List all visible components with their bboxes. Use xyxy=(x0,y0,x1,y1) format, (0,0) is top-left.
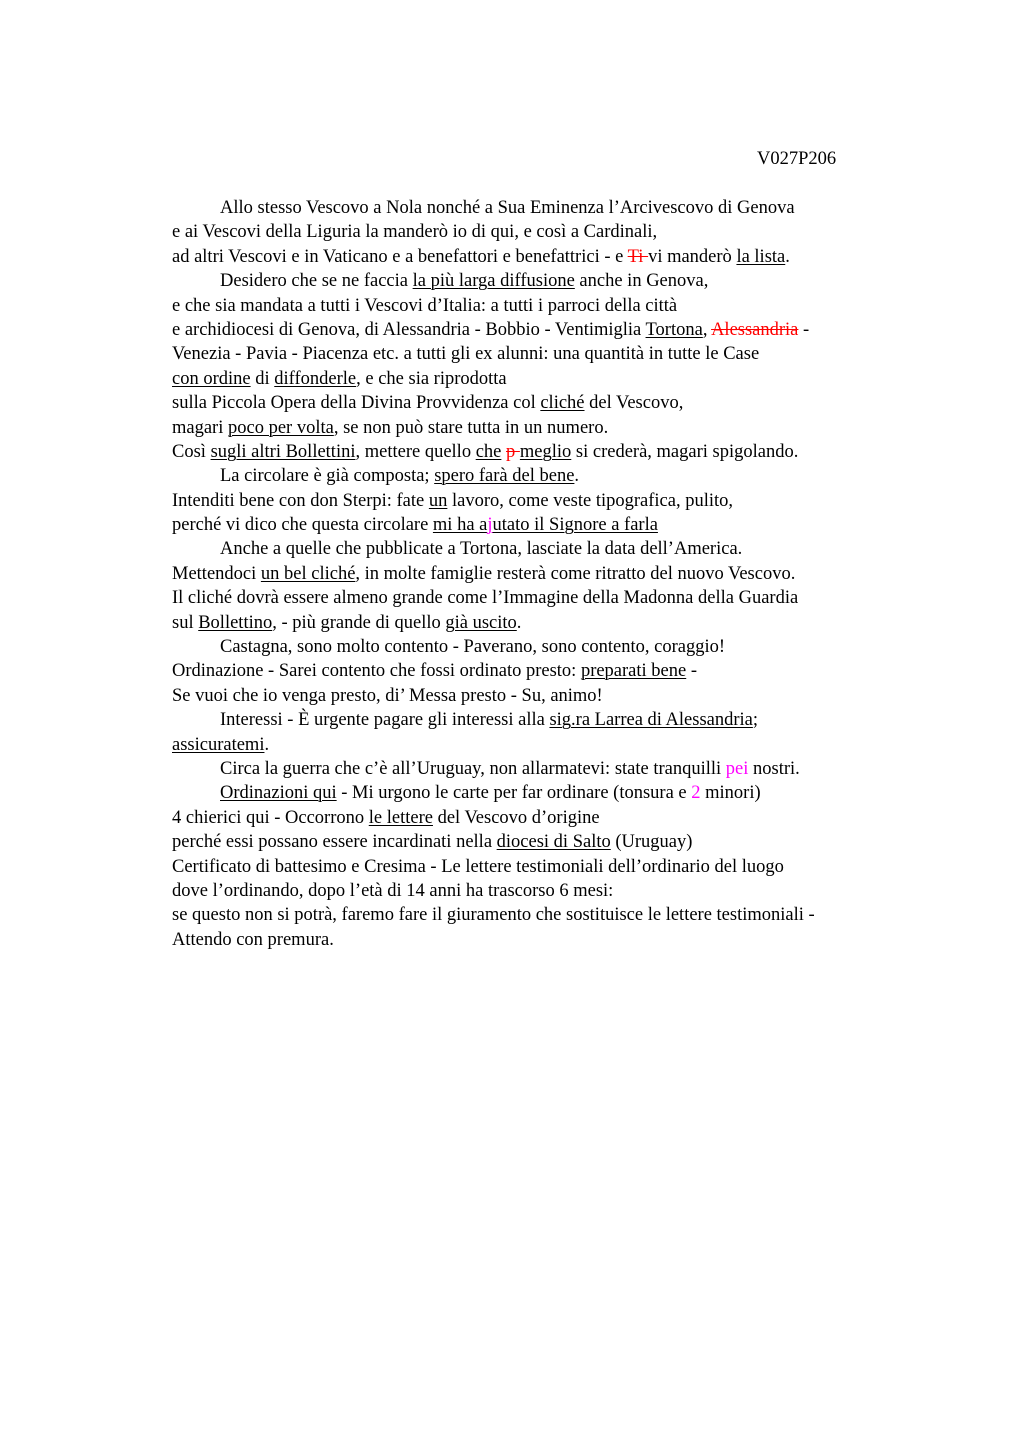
inserted-text: j xyxy=(487,515,493,536)
text-segment: Attendo con premura. xyxy=(172,929,334,950)
text-segment: - xyxy=(686,661,698,682)
underlined-text: meglio xyxy=(519,441,572,462)
text-line xyxy=(172,903,912,927)
underlined-text: sig.ra Larrea di Alessandria xyxy=(549,710,753,731)
text-segment: La circolare è già composta; xyxy=(220,466,435,487)
text-line xyxy=(172,562,912,586)
text-segment: Mettendoci xyxy=(172,563,261,584)
text-segment: Il cliché dovrà essere almeno grande come l’Immagine della Madonna della Guardia xyxy=(172,588,799,609)
text-line xyxy=(172,391,912,415)
text-segment: Così xyxy=(172,441,211,462)
underlined-text: già uscito xyxy=(445,612,517,633)
text-segment: anche in Genova, xyxy=(574,271,709,292)
text-line xyxy=(172,367,912,391)
text-line xyxy=(172,294,912,318)
text-segment: Intenditi bene con don Sterpi: fate xyxy=(172,490,429,511)
text-segment: Interessi - È urgente pagare gli interessi alla xyxy=(220,710,550,731)
text-segment: sul xyxy=(172,612,199,633)
text-segment: lavoro, come veste tipografica, pulito, xyxy=(447,490,734,511)
underlined-text: un bel cliché xyxy=(260,563,356,584)
text-line xyxy=(172,684,912,708)
underlined-text: preparati bene xyxy=(580,661,687,682)
text-segment: - Mi urgono le carte per far ordinare (tonsura e xyxy=(336,783,692,804)
underlined-text: spero farà del bene xyxy=(434,466,575,487)
underlined-text: le lettere xyxy=(368,807,433,828)
inserted-text: pei xyxy=(725,758,749,779)
text-line xyxy=(172,806,912,830)
text-segment: - xyxy=(798,319,810,340)
text-line xyxy=(172,855,912,879)
text-line xyxy=(172,635,912,659)
text-segment: (Uruguay) xyxy=(610,832,693,853)
text-line xyxy=(172,537,912,561)
inserted-text: 2 xyxy=(691,783,701,804)
underlined-text: diocesi di Salto xyxy=(496,832,611,853)
text-line xyxy=(172,464,912,488)
text-segment: Ordinazione - Sarei contento che fossi ordinato presto: xyxy=(172,661,581,682)
text-segment: minori) xyxy=(700,783,761,804)
text-segment: , in molte famiglie resterà come ritratto del nuovo Vescovo. xyxy=(355,563,796,584)
text-segment: dove l’ordinando, dopo l’età di 14 anni ha trascorso 6 mesi: xyxy=(172,880,614,901)
page-id: V027P206 xyxy=(757,149,837,169)
text-line xyxy=(172,586,912,610)
text-segment: . xyxy=(785,246,790,267)
underlined-text: assicuratemi xyxy=(172,734,265,755)
letter-body xyxy=(172,196,912,952)
text-segment: , e che sia riprodotta xyxy=(356,368,507,389)
text-segment: magari xyxy=(172,417,228,438)
deleted-text: Alessandria xyxy=(711,319,799,340)
text-segment: e che sia mandata a tutti i Vescovi d’Italia: a tutti i parroci della città xyxy=(172,295,678,316)
underlined-text: Tortona xyxy=(645,319,703,340)
text-segment: del Vescovo, xyxy=(584,393,684,414)
text-segment: , - più grande di quello xyxy=(272,612,446,633)
underlined-text: che xyxy=(475,441,502,462)
text-segment: Anche a quelle che pubblicate a Tortona, lasciate la data dell’America. xyxy=(220,539,743,560)
text-segment: del Vescovo d’origine xyxy=(432,807,600,828)
text-segment: Certificato di battesimo e Cresima - Le lettere testimoniali dell’ordinario del luogo xyxy=(172,856,784,877)
text-line xyxy=(172,489,912,513)
underlined-text: diffonderle xyxy=(274,368,357,389)
text-line xyxy=(172,220,912,244)
text-segment: , xyxy=(702,319,712,340)
text-line xyxy=(172,440,912,464)
text-segment: si crederà, magari spigolando. xyxy=(571,441,799,462)
text-line xyxy=(172,342,912,366)
text-segment: Allo stesso Vescovo a Nola nonché a Sua Eminenza l’Arcivescovo di Genova xyxy=(220,198,795,218)
deleted-text: p xyxy=(506,441,520,462)
text-line xyxy=(172,879,912,903)
text-segment: ; xyxy=(752,710,759,731)
text-segment: Se vuoi che io venga presto, di’ Messa presto - Su, animo! xyxy=(172,685,603,706)
text-line xyxy=(172,757,912,781)
text-segment: . xyxy=(516,612,522,633)
text-line xyxy=(172,513,912,537)
underlined-text: un xyxy=(428,490,448,511)
text-segment: se questo non si potrà, faremo fare il giuramento che sostituisce le lettere testimoniali - xyxy=(172,905,815,926)
underlined-text: con ordine xyxy=(172,368,251,389)
underlined-text: la lista xyxy=(736,246,786,267)
text-segment: di xyxy=(250,368,275,389)
underlined-text: Ordinazioni qui xyxy=(220,783,337,804)
text-segment: perché vi dico che questa circolare xyxy=(172,515,433,536)
text-line xyxy=(172,611,912,635)
text-line xyxy=(172,659,912,683)
deleted-text: Ti xyxy=(627,246,649,267)
underlined-text: utato il Signore a farla xyxy=(492,515,658,536)
text-line xyxy=(172,708,912,732)
text-segment: e ai Vescovi della Liguria la manderò io di qui, e così a Cardinali, xyxy=(172,222,658,243)
text-segment: Desidero che se ne faccia xyxy=(220,271,413,292)
text-line xyxy=(172,781,912,805)
text-line xyxy=(172,830,912,854)
text-line xyxy=(172,416,912,440)
text-line xyxy=(172,269,912,293)
text-segment: . xyxy=(574,466,580,487)
text-segment: 4 chierici qui - Occorrono xyxy=(172,807,369,828)
text-segment: Venezia - Pavia - Piacenza etc. a tutti gli ex alunni: una quantità in tutte le Case xyxy=(172,344,760,365)
text-line xyxy=(172,928,912,952)
text-line xyxy=(172,318,912,342)
underlined-text: mi ha a xyxy=(432,515,488,536)
text-segment: Circa la guerra che c’è all’Uruguay, non allarmatevi: state tranquilli xyxy=(220,758,726,779)
text-segment: nostri. xyxy=(748,758,800,779)
text-segment: ad altri Vescovi e in Vaticano e a benefattori e benefattrici - e xyxy=(172,246,628,267)
text-segment: e archidiocesi di Genova, di Alessandria - Bobbio - Ventimiglia xyxy=(172,319,646,340)
text-line xyxy=(172,196,912,220)
underlined-text: la più larga diffusione xyxy=(412,271,575,292)
underlined-text: cliché xyxy=(540,393,585,414)
text-segment: perché essi possano essere incardinati nella xyxy=(172,832,497,853)
underlined-text: poco per volta xyxy=(228,417,334,438)
text-line xyxy=(172,733,912,757)
text-segment: vi manderò xyxy=(648,246,737,267)
text-line xyxy=(172,245,912,269)
text-segment: sulla Piccola Opera della Divina Provvidenza col xyxy=(172,393,541,414)
text-segment: , mettere quello xyxy=(355,441,476,462)
underlined-text: Bollettino xyxy=(198,612,273,633)
text-segment: , se non può stare tutta in un numero. xyxy=(333,417,609,438)
text-segment: . xyxy=(264,734,270,755)
underlined-text: sugli altri Bollettini xyxy=(210,441,356,462)
text-segment: Castagna, sono molto contento - Paverano, sono contento, coraggio! xyxy=(220,637,726,658)
